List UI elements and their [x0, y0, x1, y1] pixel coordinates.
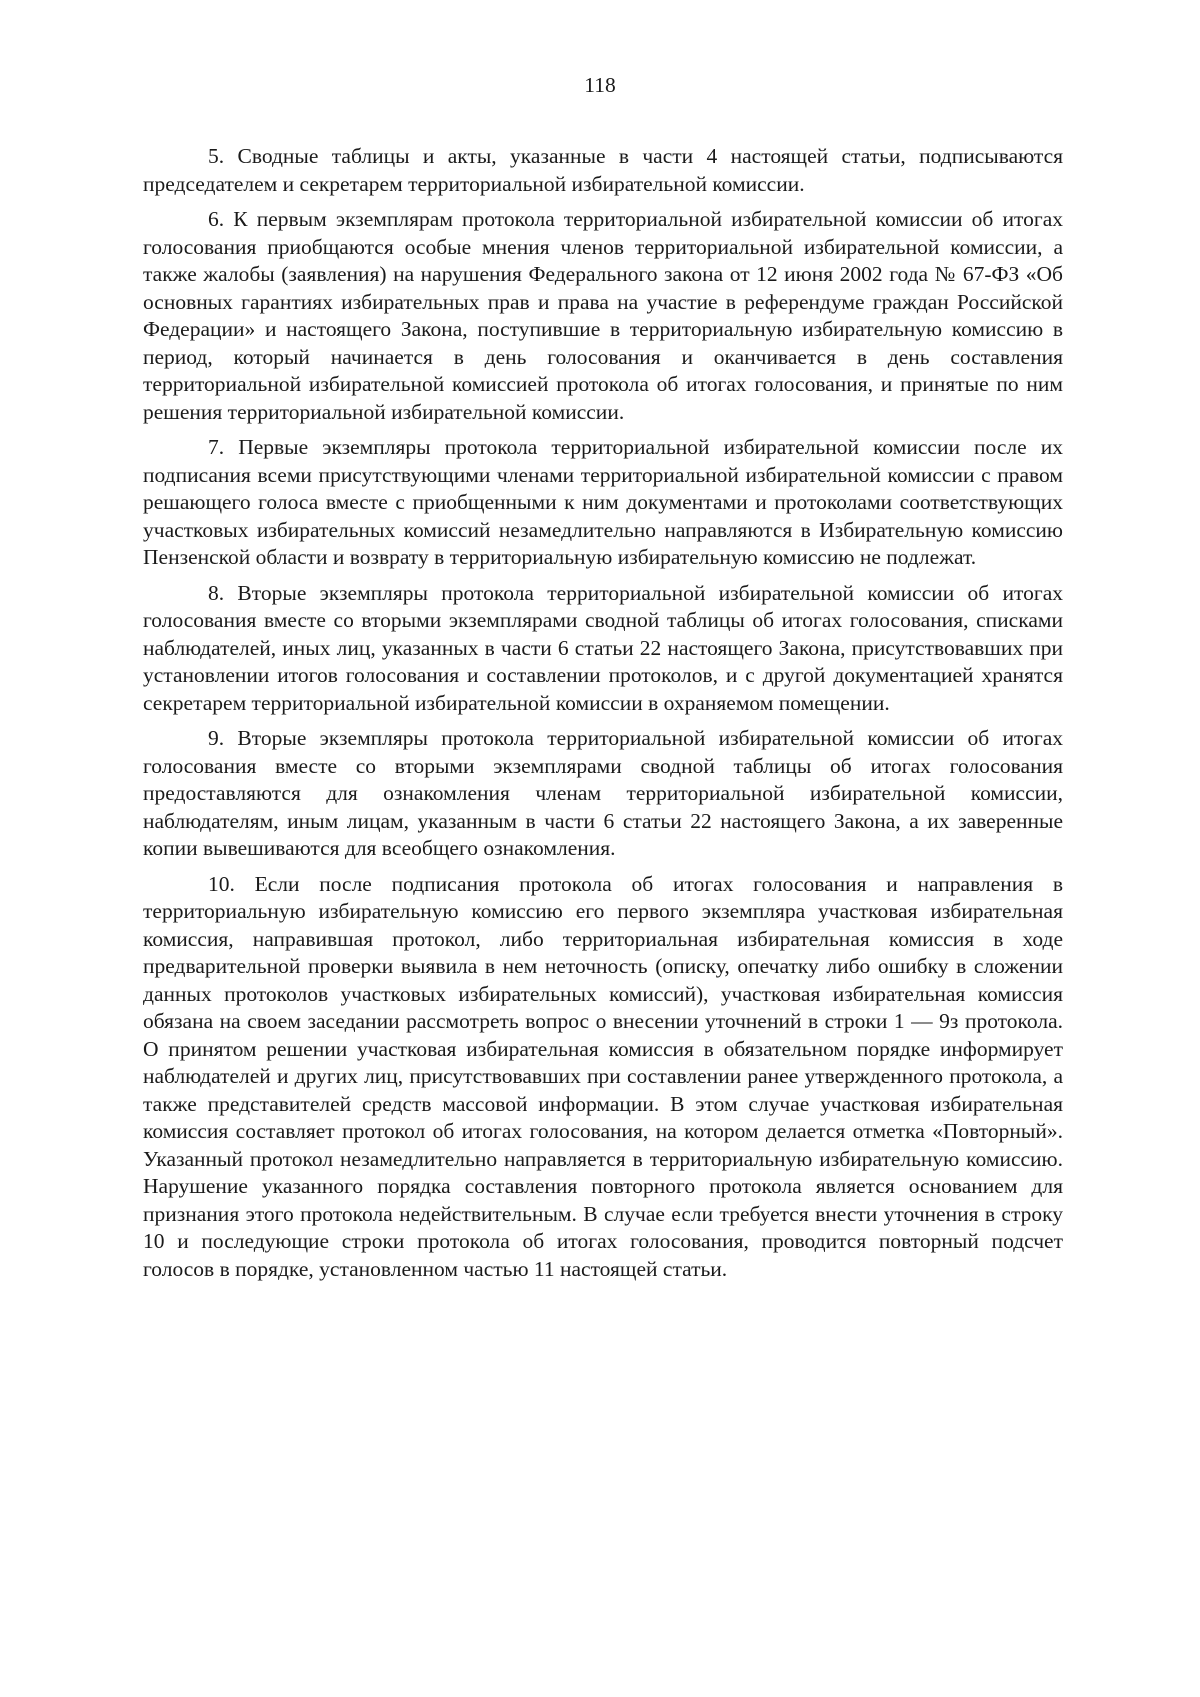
- document-body: [143, 143, 1063, 1291]
- paragraph-9: 9. Вторые экземпляры протокола территориальной избирательной комиссии об итогах голосования вместе со вторыми экземплярами сводной таблицы об итогах голосования предоставляются для ознакомления членам территориальной избирательной комиссии, наблюдателям, иным лицам, указанным в части 6 статьи 22 настоящего Закона, а их заверенные копии вывешиваются для всеобщего ознакомления.: [143, 726, 1063, 860]
- paragraph-7: 7. Первые экземпляры протокола территориальной избирательной комиссии после их подписания всеми присутствующими членами территориальной избирательной комиссии с правом решающего голоса вместе с приобщенными к ним документами и протоколами соответствующих участковых избирательных комиссий незамедлительно направляются в Избирательную комиссию Пензенской области и возврату в территориальную избирательную комиссию не подлежат.: [143, 435, 1063, 569]
- paragraph-10: 10. Если после подписания протокола об итогах голосования и направления в территориальную избирательную комиссию его первого экземпляра участковая избирательная комиссия, направившая протокол, либо территориальная избирательная комиссия в ходе предварительной проверки выявила в нем неточность (описку, опечатку либо ошибку в сложении данных протоколов участковых избирательных комиссий), участковая избирательная комиссия обязана на своем заседании рассмотреть вопрос о внесении уточнений в строки 1 — 9з протокола. О принятом решении участковая избирательная комиссия в обязательном порядке информирует наблюдателей и других лиц, присутствовавших при составлении ранее утвержденного протокола, а также представителей средств массовой информации. В этом случае участковая избирательная комиссия составляет протокол об итогах голосования, на котором делается отметка «Повторный». Указанный протокол незамедлительно направляется в территориальную избирательную комиссию. Нарушение указанного порядка составления повторного протокола является основанием для признания этого протокола недействительным. В случае если требуется внести уточнения в строку 10 и последующие строки протокола об итогах голосования, проводится повторный подсчет голосов в порядке, установленном частью 11 настоящей статьи.: [143, 871, 1063, 1281]
- paragraph-5: 5. Сводные таблицы и акты, указанные в части 4 настоящей статьи, подписываются председателем и секретарем территориальной избирательной комиссии.: [143, 144, 1063, 196]
- paragraph-8: 8. Вторые экземпляры протокола территориальной избирательной комиссии об итогах голосования вместе со вторыми экземплярами сводной таблицы об итогах голосования, списками наблюдателей, иных лиц, указанных в части 6 статьи 22 настоящего Закона, присутствовавших при установлении итогов голосования и составлении протоколов, и с другой документацией хранятся секретарем территориальной избирательной комиссии в охраняемом помещении.: [143, 580, 1063, 715]
- page-number: 118: [584, 73, 616, 97]
- paragraph-6: 6. К первым экземплярам протокола территориальной избирательной комиссии об итогах голосования приобщаются особые мнения членов территориальной избирательной комиссии, а также жалобы (заявления) на нарушения Федерального закона от 12 июня 2002 года № 67-ФЗ «Об основных гарантиях избирательных прав и права на участие в референдуме граждан Российской Федерации» и настоящего Закона, поступившие в территориальную избирательную комиссию в период, который начинается в день голосования и оканчивается в день составления территориальной избирательной комиссией протокола об итогах голосования, и принятые по ним решения территориальной избирательной комиссии.: [143, 207, 1063, 424]
